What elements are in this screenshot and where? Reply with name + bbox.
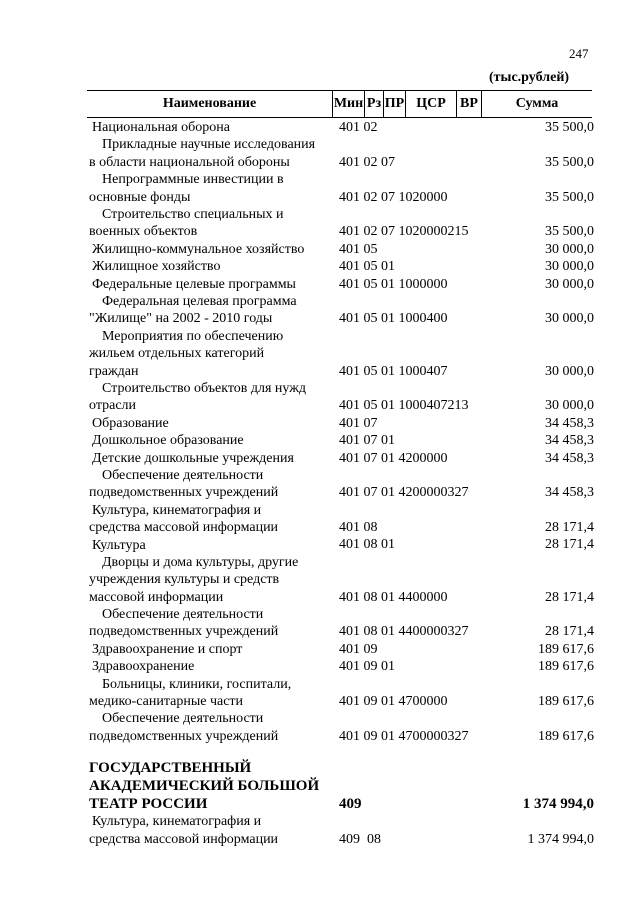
row-name [89,241,334,258]
table-row [0,328,640,380]
header-pr: ПР [384,96,405,111]
row-codes: 401 08 01 4400000327 [339,624,469,640]
row-name-line: Детские дошкольные учреждения [92,450,294,466]
row-sum: 35 500,0 [545,154,594,170]
row-name [89,641,334,658]
row-name-line: подведомственных учреждений [89,485,279,501]
table-row [0,554,640,606]
table-row [0,119,640,136]
table-row [0,710,640,745]
table-row [0,258,640,275]
header-vr: ВР [460,96,478,111]
row-codes: 401 09 [339,641,378,657]
table-row [0,606,640,641]
row-codes: 409 [339,795,362,812]
row-name-line: Обеспечение деятельности [102,467,264,483]
row-sum: 1 374 994,0 [522,795,594,812]
row-codes: 401 02 07 1020000215 [339,224,469,240]
table-row [0,293,640,328]
row-name [89,676,334,711]
row-name [89,710,334,745]
row-name-line: средства массовой информации [89,831,279,847]
row-name-line: Жилищное хозяйство [92,259,221,275]
row-name [89,759,334,813]
header-min: Мин [333,96,364,111]
row-name-line: "Жилище" на 2002 - 2010 годы [89,311,273,327]
row-codes: 401 09 01 4700000327 [339,728,469,744]
row-name-line: отрасли [89,398,137,414]
page-number: 247 [569,46,589,61]
row-name [89,415,334,432]
row-name-line: Строительство объектов для нужд [102,380,307,396]
row-name-line: Дворцы и дома культуры, другие [102,554,299,570]
row-name [89,136,334,171]
row-sum: 35 500,0 [545,189,594,205]
row-name [89,293,334,328]
header-rz: Рз [366,96,382,111]
row-name-line: АКАДЕМИЧЕСКИЙ БОЛЬШОЙ [89,778,320,795]
row-sum: 189 617,6 [538,659,594,675]
row-name-line: Жилищно-коммунальное хозяйство [92,241,305,257]
header-sum: Сумма [515,96,559,111]
row-sum: 30 000,0 [545,398,594,414]
row-codes: 401 05 01 1000000 [339,276,448,292]
header-csr: ЦСР [416,96,446,111]
table-row [0,241,640,258]
row-sum: 35 500,0 [545,119,594,135]
row-sum: 28 171,4 [545,624,594,640]
row-sum: 34 458,3 [545,485,594,501]
row-codes: 401 02 07 [339,154,395,170]
row-codes: 401 05 [339,241,378,257]
row-name [89,450,334,467]
row-codes: 401 05 01 [339,259,395,275]
row-codes: 401 05 01 1000407 [339,363,448,379]
row-name-line: подведомственных учреждений [89,624,279,640]
table-row [0,136,640,171]
row-name-line: ГОСУДАРСТВЕННЫЙ [89,760,252,777]
row-codes: 401 05 01 1000407213 [339,398,469,414]
row-name-line: Федеральные целевые программы [92,276,296,292]
row-name [89,380,334,415]
row-codes: 401 08 [339,520,378,536]
table-row [0,415,640,432]
row-codes: 401 07 01 4200000 [339,450,448,466]
row-name [89,328,334,380]
row-name-line: Мероприятия по обеспечению [102,328,284,344]
row-name-line: Обеспечение деятельности [102,711,264,727]
row-codes: 401 05 01 1000400 [339,311,448,327]
row-codes: 401 02 [339,119,378,135]
row-sum: 28 171,4 [545,520,594,536]
row-name [89,502,334,537]
row-sum: 30 000,0 [545,311,594,327]
row-name-line: Здравоохранение и спорт [92,641,243,657]
row-name-line: Федеральная целевая программа [102,293,297,309]
row-name-line: Культура, кинематография и [92,502,262,518]
table-row [0,380,640,415]
table-row [0,206,640,241]
row-name [89,206,334,241]
header-name: Наименование [162,96,257,111]
row-codes: 401 08 01 [339,537,395,553]
table-row [0,676,640,711]
row-codes: 401 09 01 4700000 [339,694,448,710]
row-name-line: Дошкольное образование [92,433,244,449]
table-row [0,502,640,537]
table-row [0,813,640,848]
row-name-line: Больницы, клиники, госпитали, [102,676,292,692]
row-name-line: ТЕАТР РОССИИ [89,796,208,813]
row-name [89,813,334,848]
row-name [89,171,334,206]
row-sum: 28 171,4 [545,589,594,605]
section-gap [0,745,640,759]
row-codes: 401 07 01 [339,433,395,449]
row-name [89,658,334,675]
row-name [89,606,334,641]
row-sum: 35 500,0 [545,224,594,240]
row-name-line: Культура, кинематография и [92,814,262,830]
table-row [0,641,640,658]
table-row [0,276,640,293]
row-sum: 34 458,3 [545,433,594,449]
row-name-line: медико-санитарные части [89,694,244,710]
table-row [0,432,640,449]
row-name-line: Обеспечение деятельности [102,607,264,623]
row-name-line: Культура [92,537,146,553]
table-row [0,658,640,675]
row-name-line: военных объектов [89,224,198,240]
row-codes: 401 02 07 1020000 [339,189,448,205]
row-name-line: в области национальной обороны [89,154,290,170]
row-name-line: Образование [92,415,169,431]
row-codes: 401 09 01 [339,659,395,675]
table-row [0,450,640,467]
row-name-line: учреждения культуры и средств [89,572,280,588]
row-name-line: Прикладные научные исследования [102,137,316,153]
row-name-line: Непрограммные инвестиции в [102,172,284,188]
row-name [89,554,334,606]
row-name [89,119,334,136]
row-name-line: подведомственных учреждений [89,728,279,744]
row-codes: 401 08 01 4400000 [339,589,448,605]
row-name [89,276,334,293]
row-name-line: массовой информации [89,589,224,605]
table-row [0,171,640,206]
row-name-line: граждан [89,363,139,379]
row-name [89,537,334,554]
row-name-line: Национальная оборона [92,120,230,135]
row-name [89,432,334,449]
row-name-line: Здравоохранение [92,659,195,675]
row-name-line: жильем отдельных категорий [89,346,265,362]
row-codes: 401 07 [339,415,378,431]
row-sum: 30 000,0 [545,241,594,257]
units-label: (тыс.рублей) [489,70,570,85]
row-name [89,258,334,275]
table-header [87,90,592,118]
row-sum: 30 000,0 [545,259,594,275]
row-name [89,467,334,502]
row-sum: 34 458,3 [545,450,594,466]
row-sum: 189 617,6 [538,641,594,657]
row-name-line: средства массовой информации [89,520,279,536]
row-codes: 409 08 [339,831,381,847]
row-codes: 401 07 01 4200000327 [339,485,469,501]
section-heading-row [0,759,640,813]
row-name-line: основные фонды [89,189,191,205]
row-sum: 189 617,6 [538,728,594,744]
row-sum: 28 171,4 [545,537,594,553]
row-name-line: Строительство специальных и [102,206,284,222]
table-row [0,537,640,554]
table-row [0,467,640,502]
row-sum: 30 000,0 [545,276,594,292]
budget-table-body [0,119,640,848]
row-sum: 189 617,6 [538,694,594,710]
row-sum: 34 458,3 [545,415,594,431]
row-sum: 1 374 994,0 [527,831,594,847]
row-sum: 30 000,0 [545,363,594,379]
